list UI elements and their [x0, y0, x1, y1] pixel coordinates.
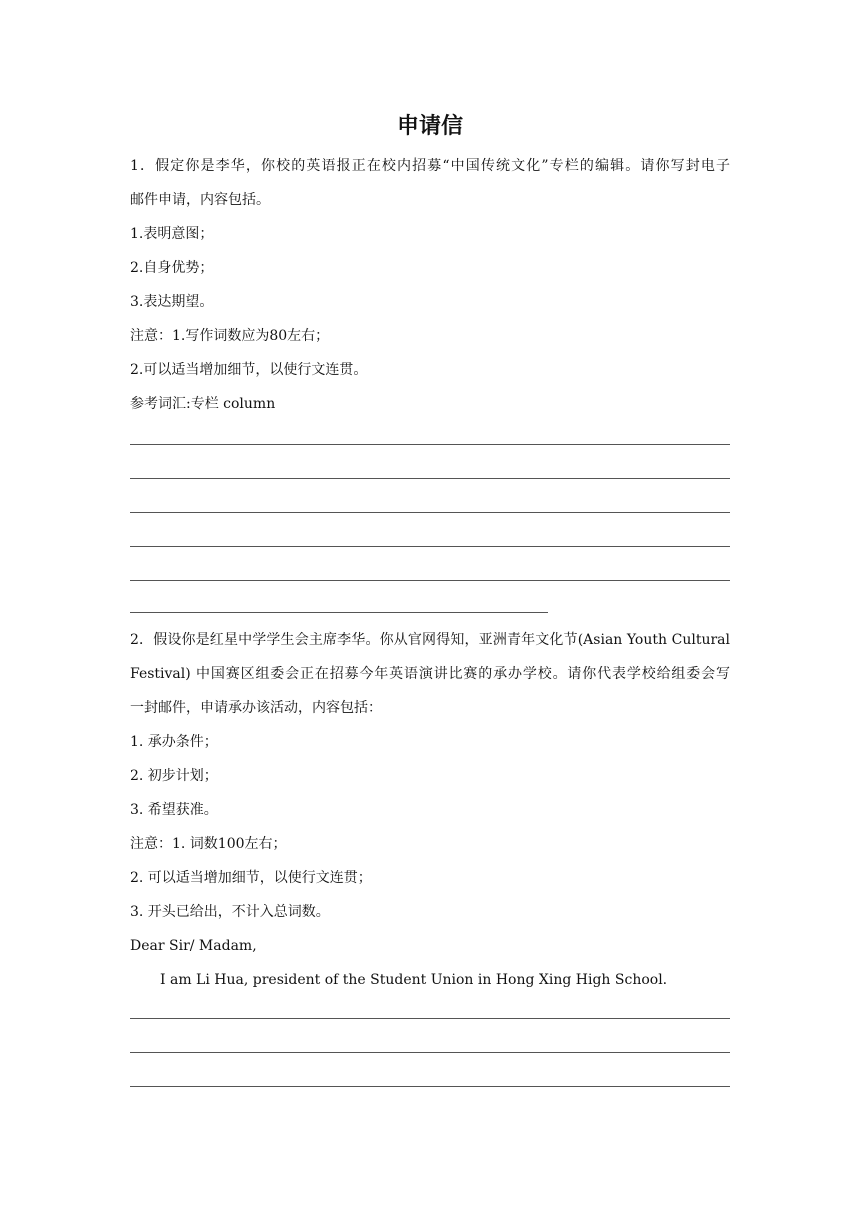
answer-line [130, 1018, 730, 1019]
q2-note-1: 注意：1. 词数100左右； [130, 836, 287, 852]
q1-prompt-line-2: 邮件申请，内容包括。 [130, 192, 270, 208]
q2-prompt-line-1: 2．假设你是红星中学学生会主席李华。你从官网得知，亚洲青年文化节(Asian Youth Cultural [130, 632, 730, 648]
q2-prompt-line-3: 一封邮件，申请承办该活动，内容包括： [130, 700, 382, 716]
answer-line [130, 512, 730, 513]
q1-point-2: 2.自身优势； [130, 260, 214, 276]
q1-point-3: 3.表达期望。 [130, 294, 214, 310]
q1-note-2: 2.可以适当增加细节，以使行文连贯。 [130, 362, 368, 378]
page-title: 申请信 [396, 114, 463, 139]
answer-line [130, 546, 730, 547]
salutation: Dear Sir/ Madam, [130, 938, 257, 954]
answer-line [130, 580, 730, 581]
q1-vocab: 参考词汇:专栏 column [130, 396, 276, 412]
q2-point-1: 1. 承办条件； [130, 734, 218, 750]
q2-note-3: 3. 开头已给出，不计入总词数。 [130, 904, 330, 920]
answer-line [130, 1086, 730, 1087]
answer-line [130, 444, 730, 445]
q1-point-1: 1.表明意图； [130, 226, 214, 242]
q2-prompt-line-2: Festival) 中国赛区组委会正在招募今年英语演讲比赛的承办学校。请你代表学校给组委会写 [130, 666, 730, 682]
q2-note-2: 2. 可以适当增加细节，以使行文连贯； [130, 870, 372, 886]
q2-point-3: 3. 希望获准。 [130, 802, 218, 818]
letter-opening: I am Li Hua, president of the Student Union in Hong Xing High School. [160, 972, 668, 988]
answer-line [130, 1052, 730, 1053]
q1-note-1: 注意：1.写作词数应为80左右； [130, 328, 330, 344]
answer-line [130, 478, 730, 479]
q2-point-2: 2. 初步计划； [130, 768, 218, 784]
q1-prompt-line-1: 1．假定你是李华，你校的英语报正在校内招募“中国传统文化”专栏的编辑。请你写封电子 [130, 158, 730, 174]
answer-line [130, 612, 548, 613]
